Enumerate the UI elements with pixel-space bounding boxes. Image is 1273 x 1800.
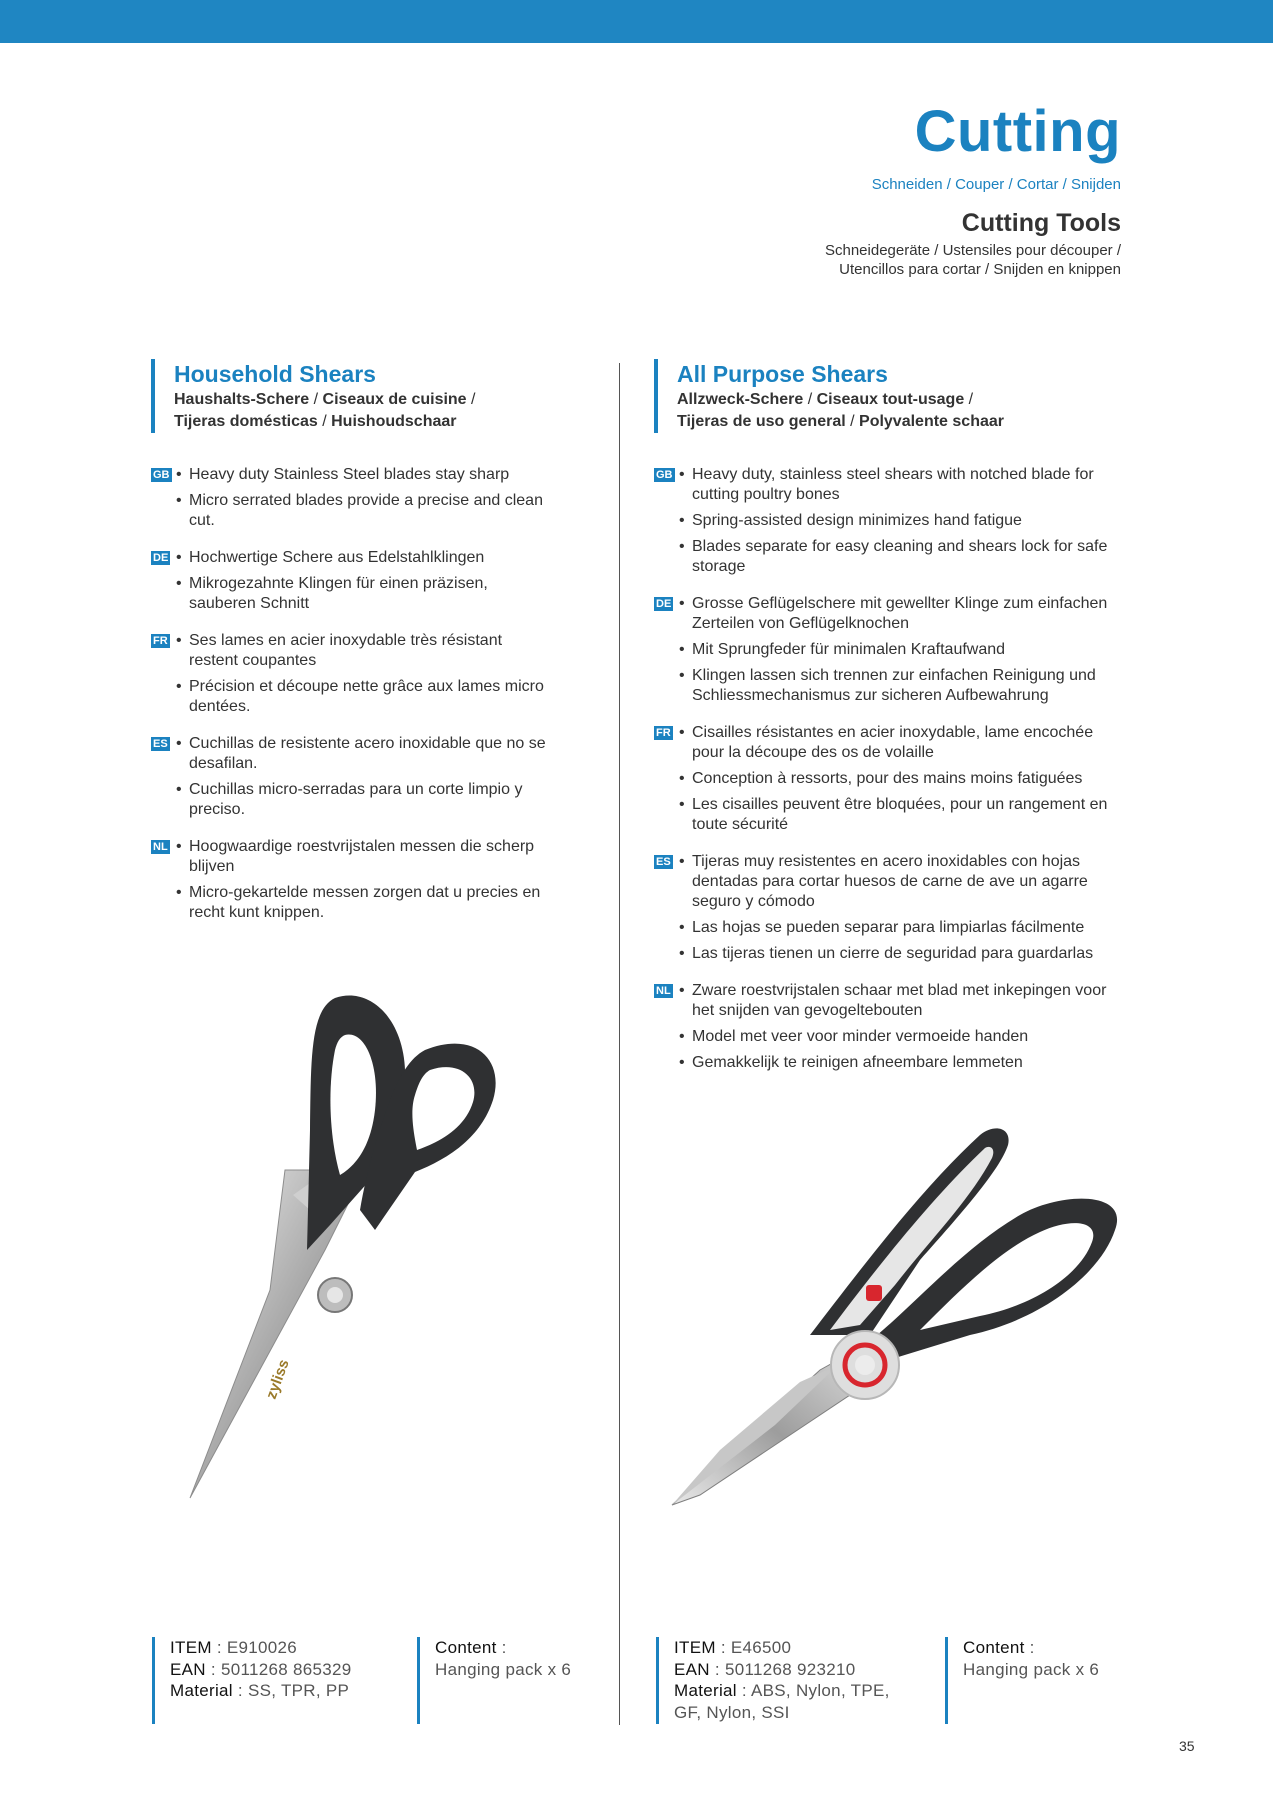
spec-content-value: Hanging pack x 6 [963, 1659, 1100, 1679]
spec-material: Material : ABS, Nylon, TPE, [674, 1681, 890, 1700]
feature-bullet: • Gemakkelijk te reinigen afneembare lemmeten [679, 1053, 1129, 1073]
feature-block-fr [151, 631, 546, 717]
feature-bullet: • Heavy duty, stainless steel shears with notched blade for cutting poultry bones [679, 465, 1129, 505]
page-number: 35 [1179, 1738, 1195, 1754]
blade-brand-logo: zyliss [262, 1357, 293, 1402]
feature-bullet: • Micro-gekartelde messen zorgen dat u precies en recht kunt knippen. [176, 883, 546, 923]
feature-bullet: • Ses lames en acier inoxydable très résistant restent coupantes [176, 631, 546, 671]
feature-bullet: • Micro serrated blades provide a precise and clean cut. [176, 491, 546, 531]
feature-bullet: • Klingen lassen sich trennen zur einfachen Reinigung und Schliessmechanismus zur sicheren Aufbewahrung [679, 666, 1129, 706]
product-translations-line-2: Tijeras de uso general / Polyvalente schaar [677, 413, 1004, 430]
feature-bullet: • Mit Sprungfeder für minimalen Kraftaufwand [679, 640, 1129, 660]
bullet-list [176, 465, 546, 531]
language-badge: FR [656, 727, 671, 739]
spec-content-value: Hanging pack x 6 [435, 1659, 572, 1679]
language-badge: DE [656, 598, 672, 610]
product-title-household-shears [151, 359, 475, 433]
bullet-list [679, 465, 1129, 577]
spec-content-label: Content : [435, 1638, 507, 1657]
spec-item: ITEM : E46500 [674, 1638, 792, 1657]
language-badge: NL [656, 985, 671, 997]
product-translations-line-1: Allzweck-Schere / Ciseaux tout-usage / [677, 391, 974, 408]
language-badge: GB [153, 469, 170, 481]
spec-content-label: Content : [963, 1638, 1035, 1657]
product-name: Household Shears [174, 361, 376, 387]
spec-household-shears [152, 1637, 352, 1724]
product-translations-line-2: Tijeras domésticas / Huishoudschaar [174, 413, 457, 430]
feature-bullet: • Hoogwaardige roestvrijstalen messen die scherp blijven [176, 837, 546, 877]
bullet-list [176, 837, 546, 923]
feature-list-household-shears [151, 465, 546, 940]
feature-block-gb [151, 465, 546, 531]
spec-all-purpose-shears [656, 1637, 890, 1724]
section-description-line-2: Utencillos para cortar / Snijden en knippen [839, 261, 1121, 278]
page-subtitle: Schneiden / Couper / Cortar / Snijden [871, 176, 1121, 193]
feature-block-fr [654, 723, 1129, 835]
language-badge: FR [153, 635, 168, 647]
feature-bullet: • Tijeras muy resistentes en acero inoxidables con hojas dentadas para cortar huesos de carne de ave un agarre seguro y cómodo [679, 852, 1129, 912]
feature-block-nl [151, 837, 546, 923]
feature-bullet: • Mikrogezahnte Klingen für einen präzisen, sauberen Schnitt [176, 574, 546, 614]
feature-block-gb [654, 465, 1129, 577]
feature-block-nl [654, 981, 1129, 1073]
section-title: Cutting Tools [961, 209, 1121, 237]
feature-block-de [654, 594, 1129, 706]
top-color-bar [0, 0, 1273, 43]
section-description-line-1: Schneidegeräte / Ustensiles pour découper / [824, 242, 1121, 259]
spec-all-purpose-shears-content [945, 1637, 1099, 1724]
household-shears-image [175, 990, 575, 1510]
language-badge: ES [656, 856, 671, 868]
spec-household-shears-content [417, 1637, 571, 1724]
spec-material: Material : SS, TPR, PP [170, 1681, 350, 1700]
feature-bullet: • Conception à ressorts, pour des mains moins fatiguées [679, 769, 1129, 789]
bullet-list [176, 734, 546, 820]
spec-ean: EAN : 5011268 865329 [170, 1659, 352, 1679]
product-name: All Purpose Shears [677, 361, 888, 387]
spec-material-cont: GF, Nylon, SSI [674, 1702, 790, 1722]
feature-bullet: • Model met veer voor minder vermoeide handen [679, 1027, 1129, 1047]
language-badge: DE [153, 552, 169, 564]
language-badge: ES [153, 738, 168, 750]
feature-block-es [654, 852, 1129, 964]
language-badge: NL [153, 841, 168, 853]
spec-ean: EAN : 5011268 923210 [674, 1659, 856, 1679]
bullet-list [176, 548, 546, 614]
all-purpose-shears-image [660, 1120, 1130, 1520]
feature-list-all-purpose-shears [654, 465, 1129, 1090]
feature-bullet: • Cuchillas de resistente acero inoxidable que no se desafilan. [176, 734, 546, 774]
feature-block-de [151, 548, 546, 614]
bullet-list [679, 852, 1129, 964]
bullet-list [679, 594, 1129, 706]
bullet-list [679, 981, 1129, 1073]
product-translations-line-1: Haushalts-Schere / Ciseaux de cuisine / [174, 391, 476, 408]
page-title: Cutting [914, 99, 1121, 164]
language-badge: GB [656, 469, 673, 481]
feature-bullet: • Grosse Geflügelschere mit gewellter Klinge zum einfachen Zerteilen von Geflügelknochen [679, 594, 1129, 634]
feature-bullet: • Les cisailles peuvent être bloquées, pour un rangement en toute sécurité [679, 795, 1129, 835]
feature-bullet: • Spring-assisted design minimizes hand fatigue [679, 511, 1129, 531]
product-title-all-purpose-shears [654, 359, 1004, 433]
feature-bullet: • Cuchillas micro-serradas para un corte limpio y preciso. [176, 780, 546, 820]
feature-bullet: • Heavy duty Stainless Steel blades stay sharp [176, 465, 546, 485]
column-divider [619, 363, 620, 1725]
bullet-list [176, 631, 546, 717]
feature-bullet: • Cisailles résistantes en acier inoxydable, lame encochée pour la découpe des os de volaille [679, 723, 1129, 763]
feature-bullet: • Hochwertige Schere aus Edelstahlklingen [176, 548, 546, 568]
feature-bullet: • Zware roestvrijstalen schaar met blad met inkepingen voor het snijden van gevogeltebouten [679, 981, 1129, 1021]
feature-bullet: • Las tijeras tienen un cierre de seguridad para guardarlas [679, 944, 1129, 964]
feature-bullet: • Blades separate for easy cleaning and shears lock for safe storage [679, 537, 1129, 577]
bullet-list [679, 723, 1129, 835]
feature-bullet: • Las hojas se pueden separar para limpiarlas fácilmente [679, 918, 1129, 938]
feature-bullet: • Précision et découpe nette grâce aux lames micro dentées. [176, 677, 546, 717]
feature-block-es [151, 734, 546, 820]
spec-item: ITEM : E910026 [170, 1638, 298, 1657]
